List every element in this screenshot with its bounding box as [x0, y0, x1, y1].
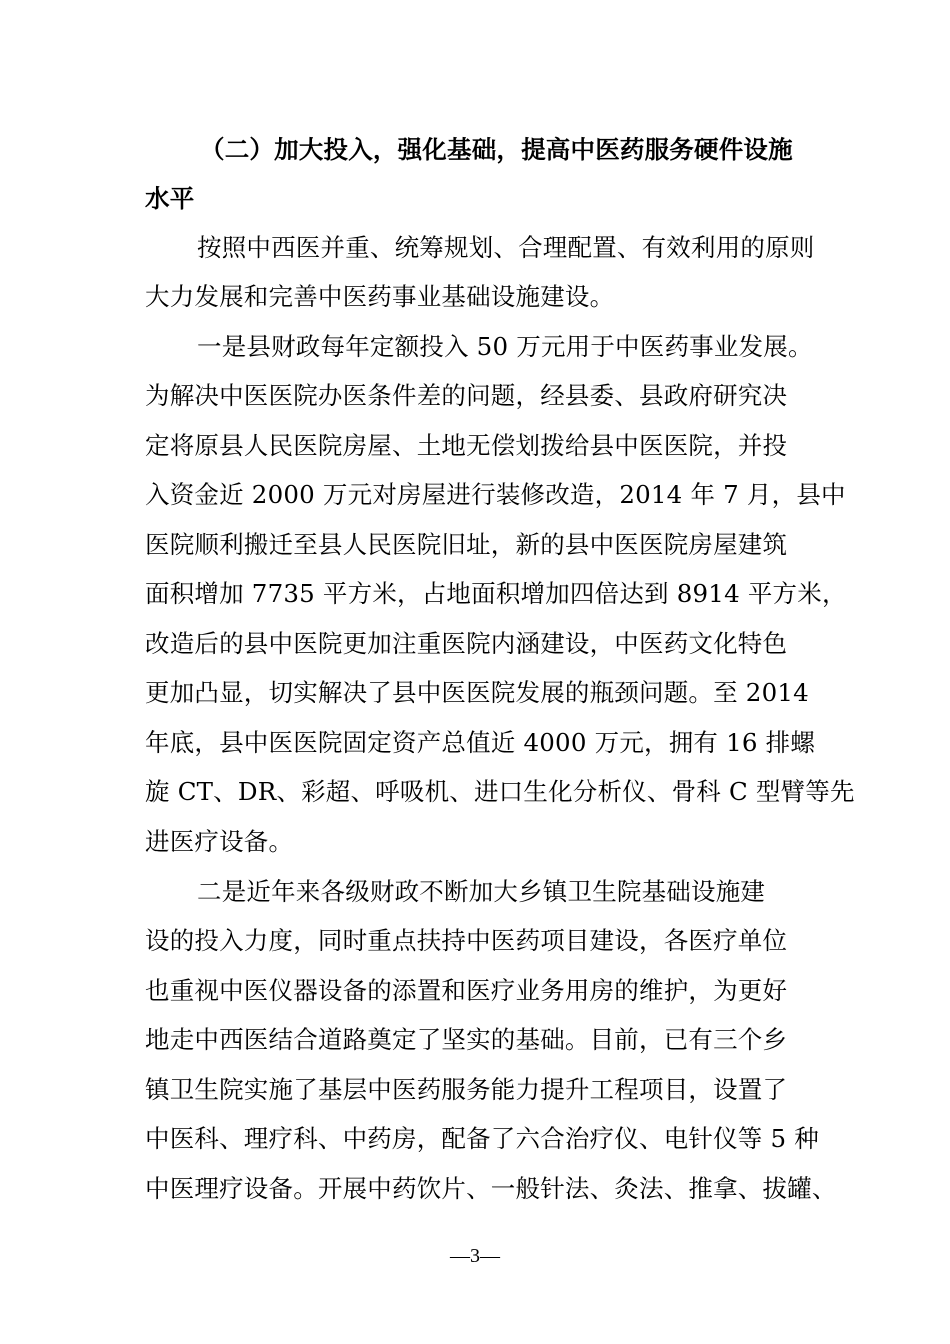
paragraph-3-line-5: 镇卫生院实施了基层中医药服务能力提升工程项目，设置了 [145, 1075, 788, 1104]
paragraph-3-line-7: 中医理疗设备。开展中药饮片、一般针法、灸法、推拿、拔罐、 [145, 1174, 837, 1203]
section-heading-line-1: （二）加大投入，强化基础，提高中医药服务硬件设施 [200, 135, 793, 164]
paragraph-1-line-2: 大力发展和完善中医药事业基础设施建设。 [145, 282, 615, 311]
paragraph-3-line-6: 中医科、理疗科、中药房，配备了六合治疗仪、电针仪等 5 种 [145, 1124, 819, 1153]
paragraph-1-line-1: 按照中西医并重、统筹规划、合理配置、有效利用的原则 [197, 233, 815, 262]
paragraph-2-line-7: 改造后的县中医院更加注重医院内涵建设，中医药文化特色 [145, 629, 788, 658]
paragraph-2-line-10: 旋 CT、DR、彩超、呼吸机、进口生化分析仪、骨科 C 型臂等先 [145, 777, 855, 806]
paragraph-2-line-5: 医院顺利搬迁至县人民医院旧址，新的县中医医院房屋建筑 [145, 530, 788, 559]
paragraph-2-line-11: 进医疗设备。 [145, 827, 294, 856]
paragraph-3-line-2: 设的投入力度，同时重点扶持中医药项目建设，各医疗单位 [145, 926, 788, 955]
page-number: —3— [450, 1245, 500, 1267]
paragraph-2-line-4: 入资金近 2000 万元对房屋进行装修改造，2014 年 7 月，县中 [145, 480, 846, 509]
paragraph-2-line-8: 更加凸显，切实解决了县中医医院发展的瓶颈问题。至 2014 [145, 678, 809, 707]
paragraph-3-line-3: 也重视中医仪器设备的添置和医疗业务用房的维护，为更好 [145, 976, 788, 1005]
paragraph-3-line-1: 二是近年来各级财政不断加大乡镇卫生院基础设施建 [197, 877, 766, 906]
paragraph-3-line-4: 地走中西医结合道路奠定了坚实的基础。目前，已有三个乡 [145, 1025, 788, 1054]
paragraph-2-line-6: 面积增加 7735 平方米，占地面积增加四倍达到 8914 平方米， [145, 579, 847, 608]
section-heading-line-2: 水平 [145, 184, 195, 213]
paragraph-2-line-2: 为解决中医医院办医条件差的问题，经县委、县政府研究决 [145, 381, 788, 410]
paragraph-2-line-3: 定将原县人民医院房屋、土地无偿划拨给县中医医院，并投 [145, 431, 788, 460]
paragraph-2-line-1: 一是县财政每年定额投入 50 万元用于中医药事业发展。 [197, 332, 813, 361]
paragraph-2-line-9: 年底，县中医医院固定资产总值近 4000 万元，拥有 16 排螺 [145, 728, 816, 757]
